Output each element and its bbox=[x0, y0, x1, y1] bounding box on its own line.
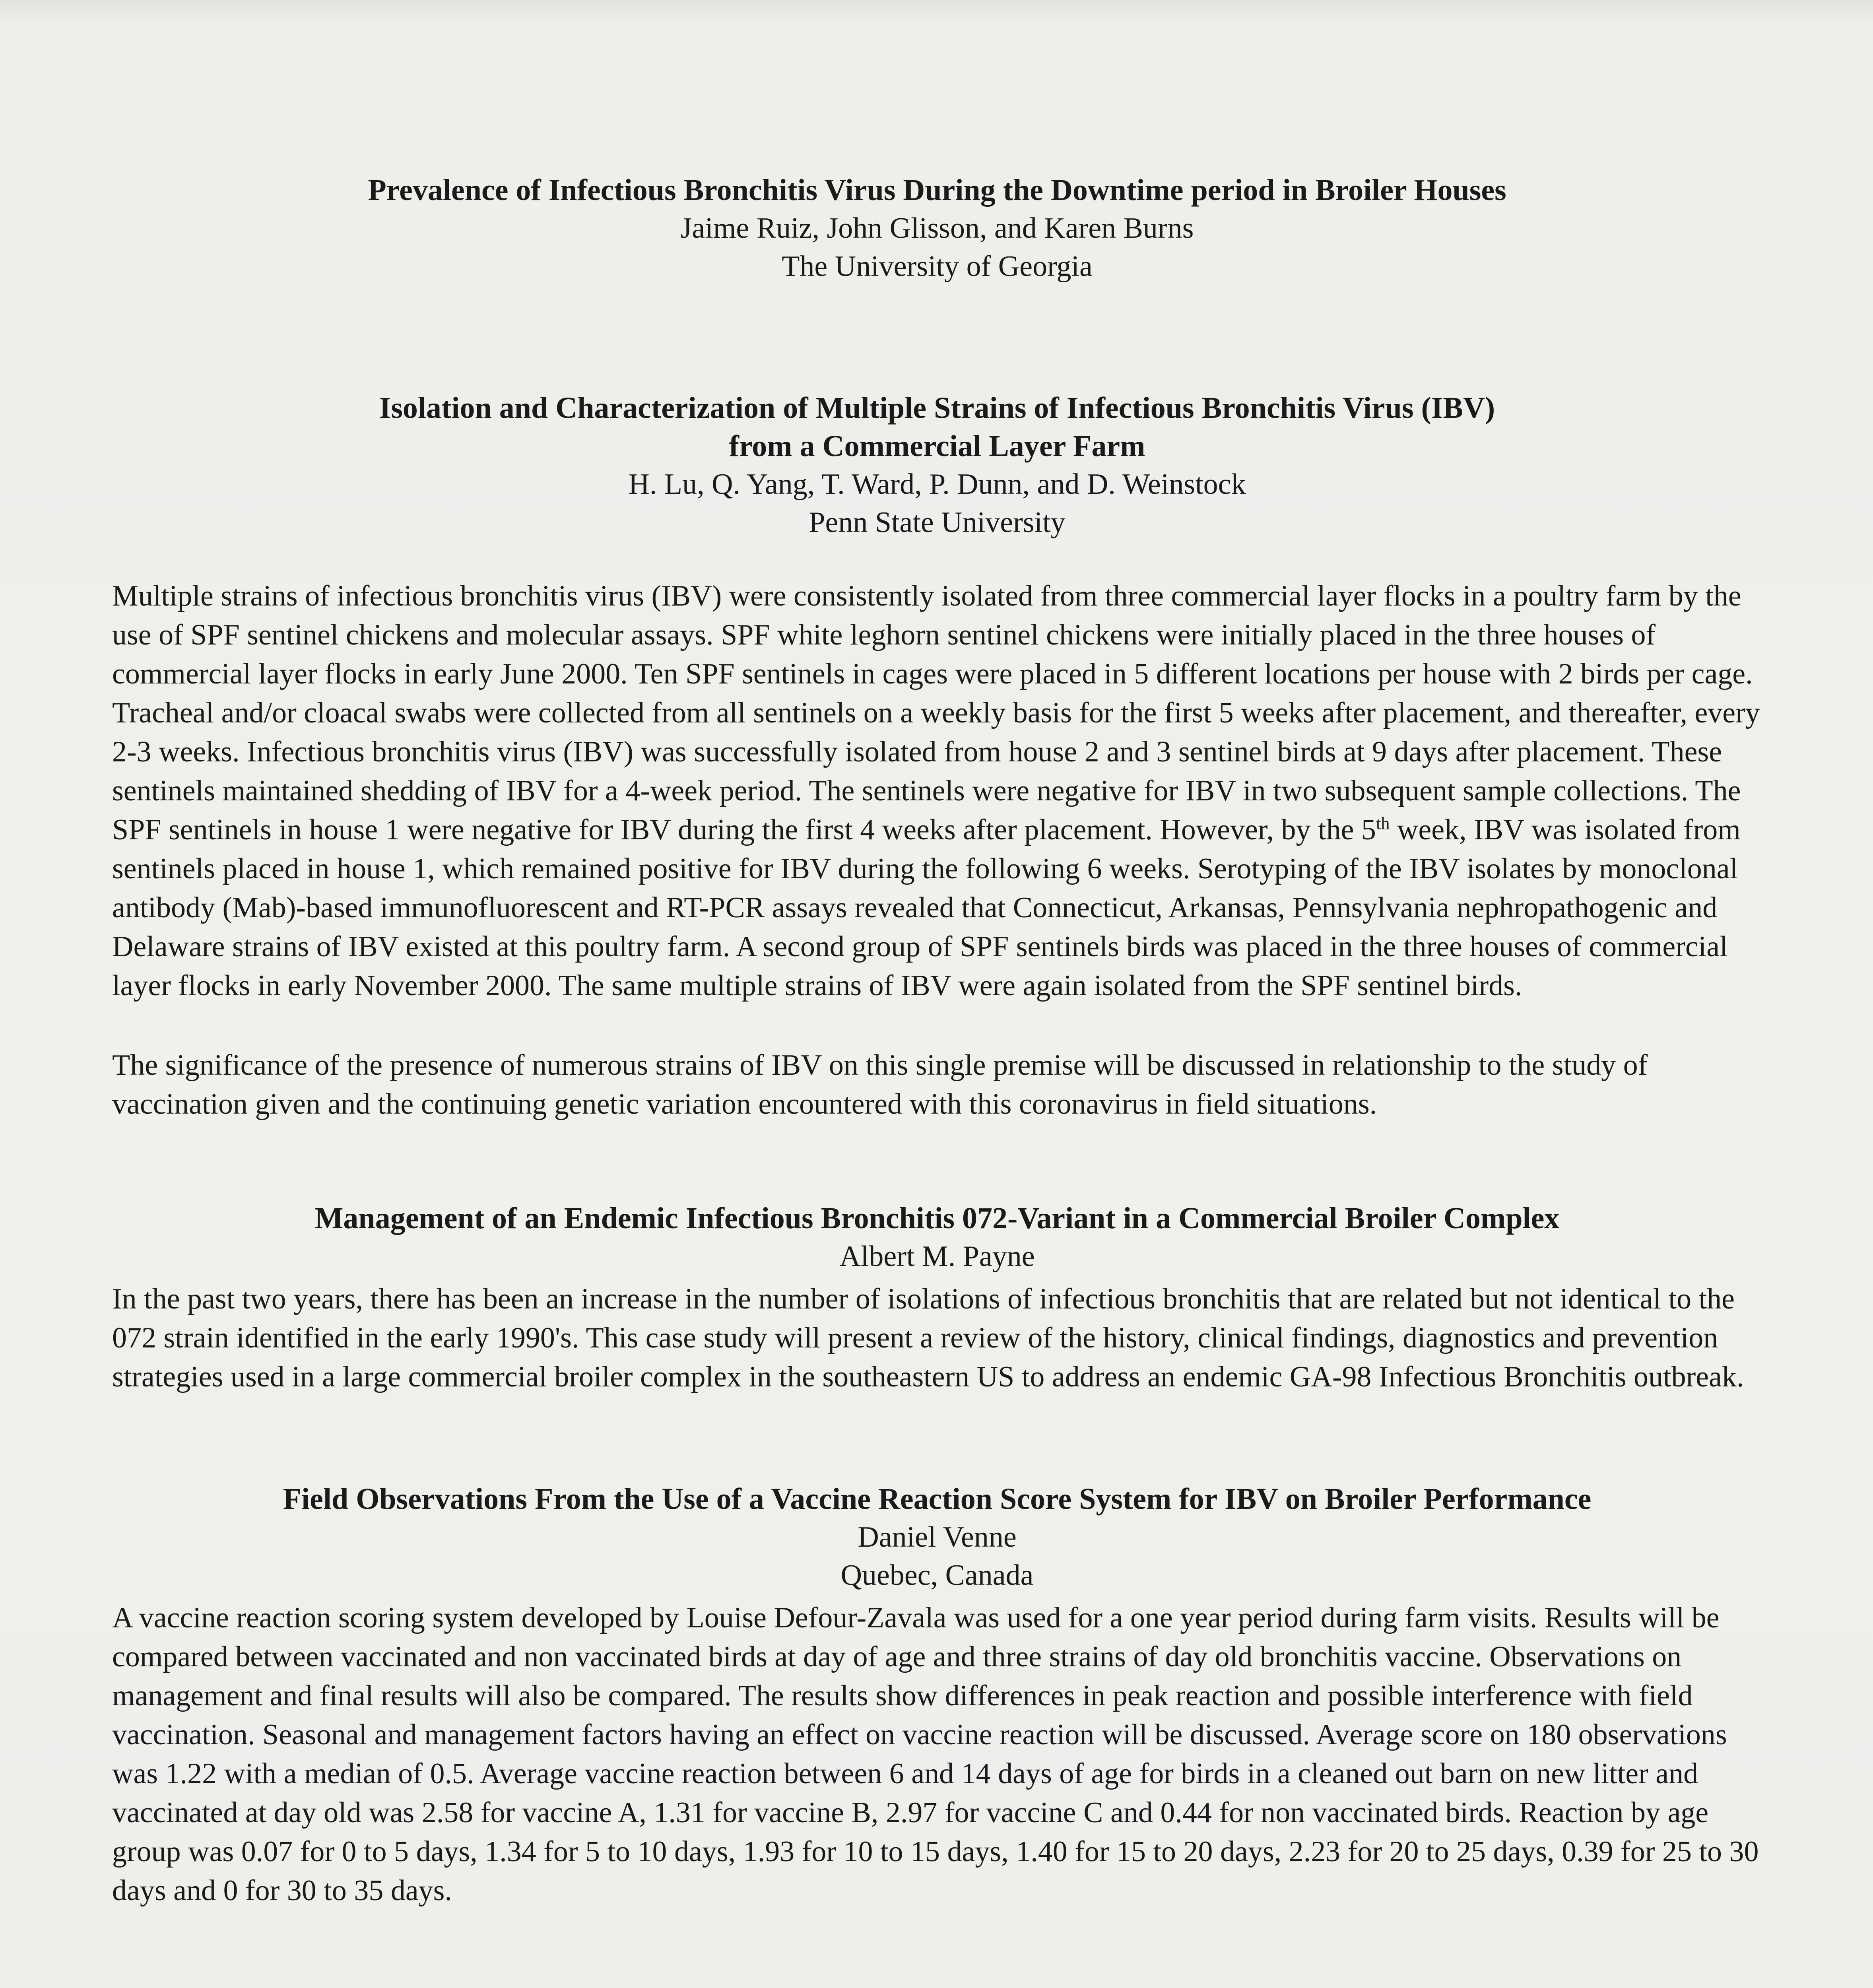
abstract-paragraph-2: The significance of the presence of numerous strains of IBV on this single premise will be discussed in relationship to the study of vaccination given and the continuing genetic variation encountered with this coronavirus in field situations. bbox=[112, 1049, 1648, 1120]
page-content bbox=[112, 171, 1762, 1910]
article-authors: Daniel Venne bbox=[858, 1521, 1017, 1553]
article-affiliation: Penn State University bbox=[809, 506, 1066, 539]
abstract-paragraph-1: A vaccine reaction scoring system developed by Louise Defour-Zavala was used for a one year period during farm visits. Results will be compared between vaccinated and non vaccinated birds at day of age and three strains of day old bronchitis vaccine. Observations on management and final results will also be compared. The results show differences in peak reaction and possible interference with field vaccination. Seasonal and management factors having an effect on vaccine reaction will be discussed. Average score on 180 observations was 1.22 with a median of 0.5. Average vaccine reaction between 6 and 14 days of age for birds in a cleaned out barn on new litter and vaccinated at day old was 2.58 for vaccine A, 1.31 for vaccine B, 2.97 for vaccine C and 0.44 for non vaccinated birds. Reaction by age group was 0.07 for 0 to 5 days, 1.34 for 5 to 10 days, 1.93 for 10 to 15 days, 1.40 for 15 to 20 days, 2.23 for 20 to 25 days, 0.39 for 25 to 30 days and 0 for 30 to 35 days. bbox=[112, 1602, 1759, 1907]
paragraph-text-part-1: Multiple strains of infectious bronchitis virus (IBV) were consistently isolated from three commercial layer flocks in a poultry farm by the use of SPF sentinel chickens and molecular assays. SPF white leghorn sentinel chickens were initially placed in the three houses of commercial layer flocks in early June 2000. Ten SPF sentinels in cages were placed in 5 different locations per house with 2 birds per cage. Tracheal and/or cloacal swabs were collected from all sentinels on a weekly basis for the first 5 weeks after placement, and thereafter, every 2-3 weeks. Infectious bronchitis virus (IBV) was successfully isolated from house 2 and 3 sentinel birds at 9 days after placement. These sentinels maintained shedding of IBV for a 4-week period. The sentinels were negative for IBV in two subsequent sample collections. The SPF sentinels in house 1 were negative for IBV during the first 4 weeks after placement. However, by the 5 bbox=[112, 580, 1760, 846]
paragraph-text-part-2: week, IBV was isolated from sentinels placed in house 1, which remained positive for IBV during the following 6 weeks. Serotyping of the IBV isolates by monoclonal antibody (Mab)-based immunofluorescent and RT-PCR assays revealed that Connecticut, Arkansas, Pennsylvania nephropathogenic and Delaware strains of IBV existed at this poultry farm. A second group of SPF sentinels birds was placed in the three houses of commercial layer flocks in early November 2000. The same multiple strains of IBV were again isolated from the SPF sentinel birds. bbox=[112, 813, 1741, 1002]
abstract-paragraph-1 bbox=[112, 577, 1762, 1005]
abstract-vaccine-reaction-score bbox=[112, 1480, 1762, 1910]
article-authors: H. Lu, Q. Yang, T. Ward, P. Dunn, and D. Weinstock bbox=[628, 468, 1246, 501]
article-title-line-2: from a Commercial Layer Farm bbox=[729, 429, 1145, 463]
article-title: Prevalence of Infectious Bronchitis Virus During the Downtime period in Broiler Houses bbox=[368, 173, 1506, 207]
abstract-paragraph-1: In the past two years, there has been an increase in the number of isolations of infectious bronchitis that are related but not identical to the 072 strain identified in the early 1990's. This case study will present a review of the history, clinical findings, diagnostics and prevention strategies used in a large commercial broiler complex in the southeastern US to address an endemic GA-98 Infectious Bronchitis outbreak. bbox=[112, 1283, 1744, 1393]
article-title-line-1: Isolation and Characterization of Multiple Strains of Infectious Bronchitis Virus (IBV) bbox=[379, 391, 1495, 425]
article-title: Field Observations From the Use of a Vaccine Reaction Score System for IBV on Broiler Performance bbox=[283, 1482, 1592, 1516]
abstract-multiple-strains-layer-farm bbox=[112, 389, 1762, 1124]
article-authors: Albert M. Payne bbox=[839, 1240, 1035, 1273]
article-title: Management of an Endemic Infectious Bronchitis 072-Variant in a Commercial Broiler Complex bbox=[314, 1202, 1560, 1235]
article-affiliation: The University of Georgia bbox=[782, 250, 1093, 283]
abstract-downtime-prevalence bbox=[112, 171, 1762, 285]
article-affiliation: Quebec, Canada bbox=[840, 1559, 1034, 1592]
ordinal-suffix: th bbox=[1376, 813, 1390, 833]
article-authors: Jaime Ruiz, John Glisson, and Karen Burns bbox=[680, 212, 1194, 245]
abstract-endemic-072-variant bbox=[112, 1199, 1762, 1396]
